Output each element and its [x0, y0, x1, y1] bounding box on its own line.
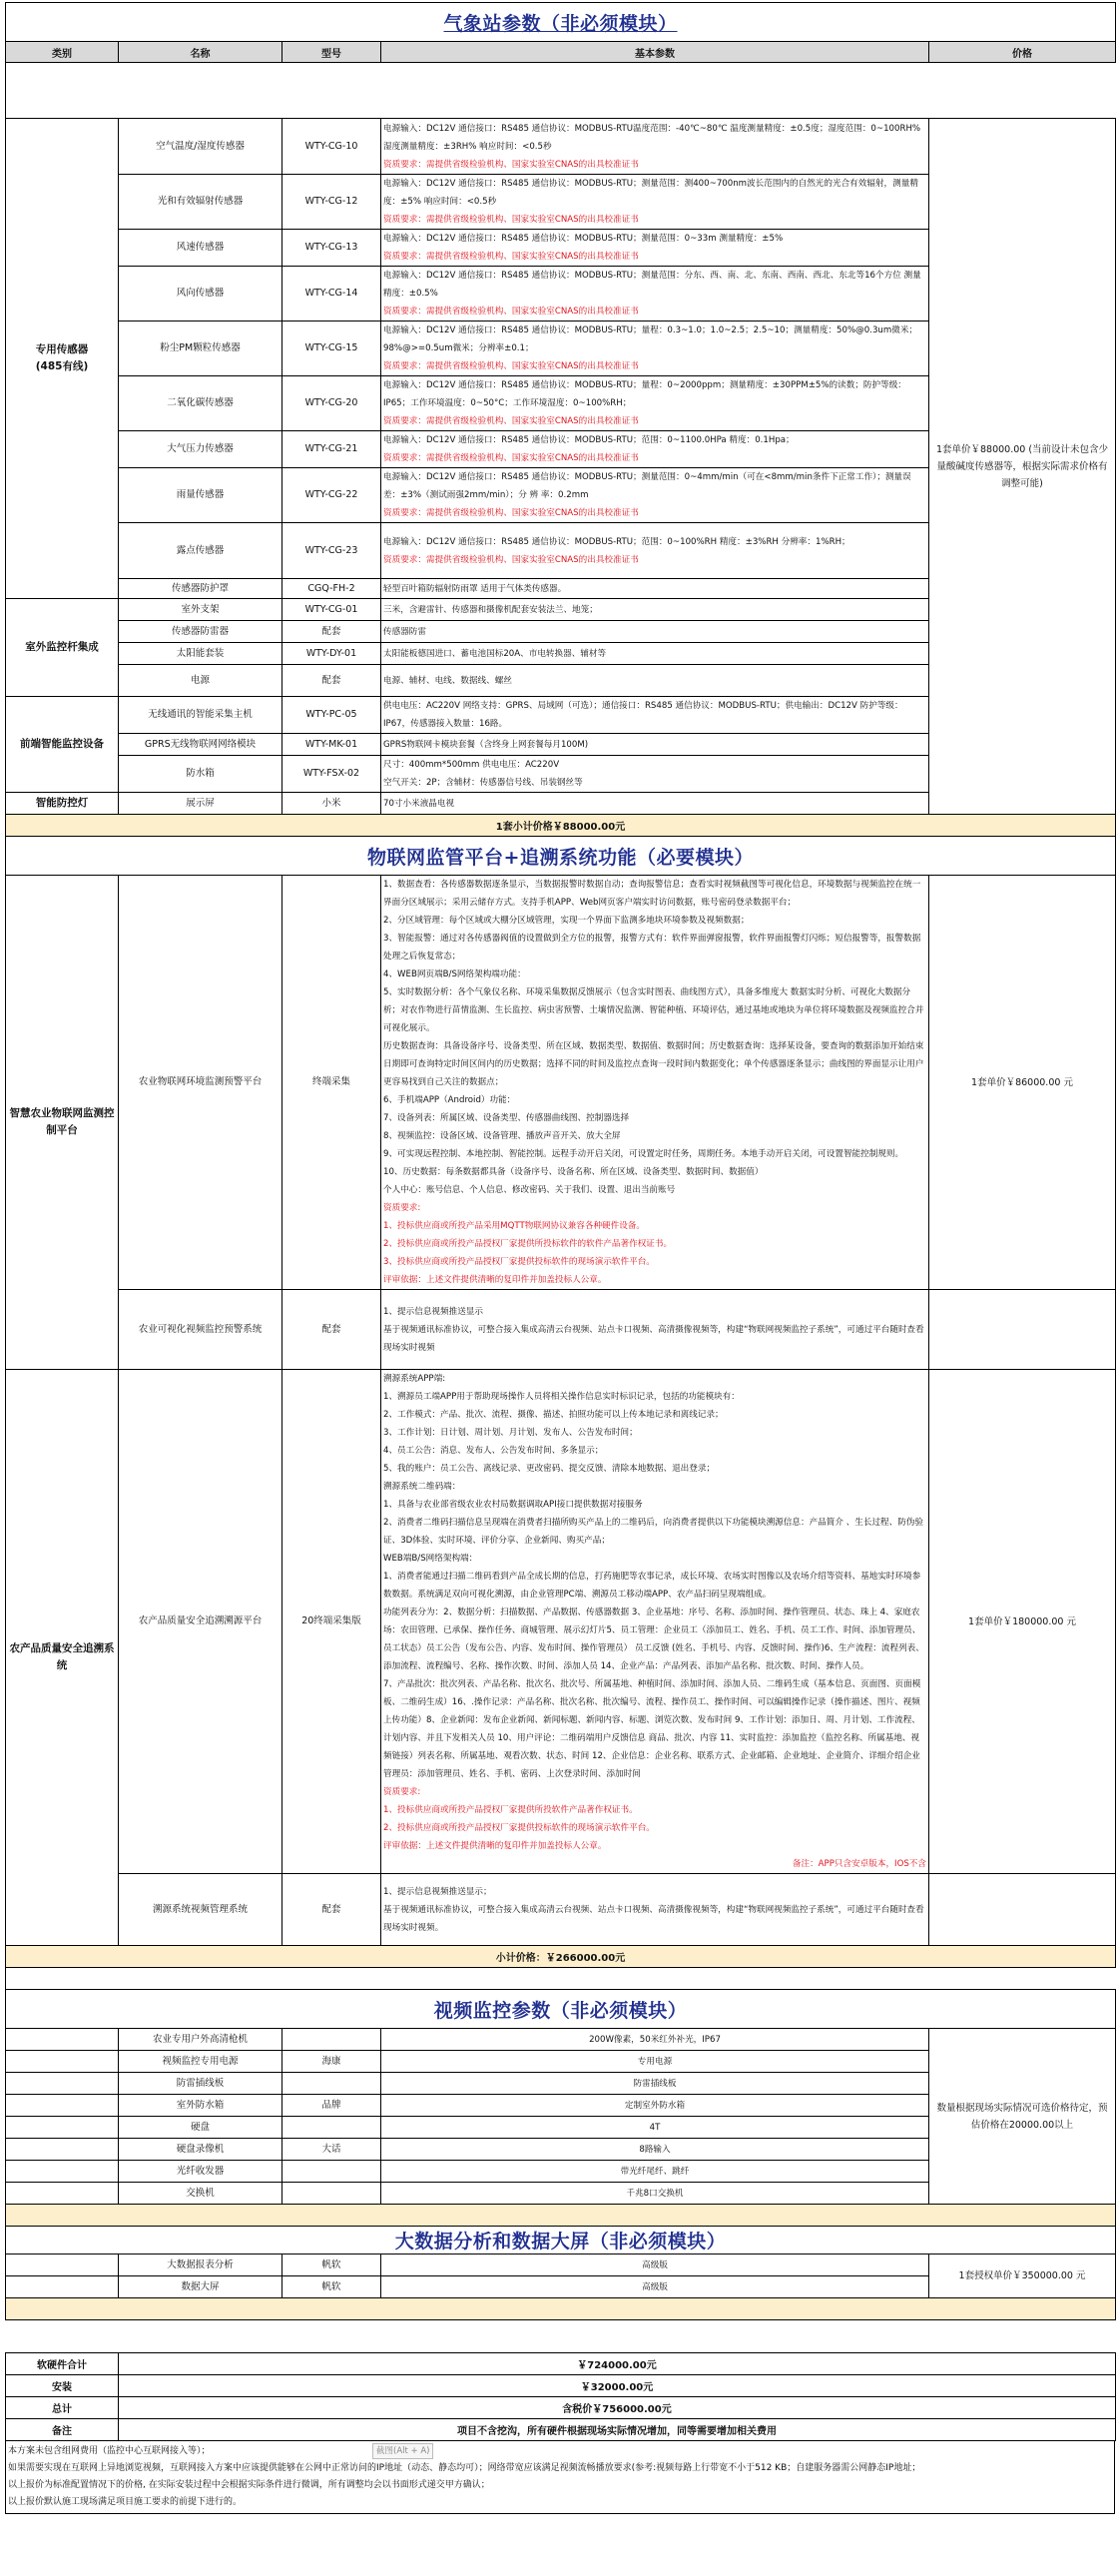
bigdata-price: 1套授权单价￥350000.00 元 — [929, 2254, 1116, 2298]
summary-value: ￥724000.00元 — [119, 2353, 1116, 2375]
empty-cell — [6, 2073, 119, 2095]
item-params: 电源输入：DC12V 通信接口：RS485 通信协议：MODBUS-RTU；范围：0~100%RH 精度：±3%RH 分辨率：1%RH； 资质要求：需提供省级检验机构、国家实验室CNAS的出具校准证书 — [381, 523, 929, 579]
empty-cell — [6, 2183, 119, 2205]
item-spec: 带光纤尾纤、跳纤 — [381, 2161, 929, 2183]
item-model: WTY-MK-01 — [282, 734, 381, 756]
item-name: 数据大屏 — [119, 2276, 282, 2298]
section-title-weather — [6, 3, 1116, 42]
item-spec: 高级版 — [381, 2276, 929, 2298]
item-model: WTY-DY-01 — [282, 643, 381, 665]
video-subtotal-empty — [6, 2205, 1116, 2227]
item-brand — [282, 2161, 381, 2183]
summary-label: 总计 — [6, 2397, 119, 2419]
weather-subtotal: 1套小计价格￥88000.00元 — [6, 815, 1116, 837]
item-name: GPRS无线物联网网络模块 — [119, 734, 282, 756]
item-spec: 200W像素，50米红外补光，IP67 — [381, 2029, 929, 2051]
review-basis: 评审依据：上述文件提供清晰的复印件并加盖投标人公章。 — [383, 1841, 607, 1851]
item-brand — [282, 2029, 381, 2051]
table-row — [6, 2254, 1116, 2276]
empty-cell — [6, 2117, 119, 2139]
summary-value: 含税价￥756000.00元 — [119, 2397, 1116, 2419]
item-name: 传感器防护罩 — [119, 579, 282, 599]
item-name: 展示屏 — [119, 793, 282, 815]
qualification-note: 资质要求：需提供省级检验机构、国家实验室CNAS的出具校准证书 — [383, 508, 639, 518]
item-brand: 帆软 — [282, 2254, 381, 2276]
item-brand — [282, 2073, 381, 2095]
item-name: 硬盘 — [119, 2117, 282, 2139]
weather-station-table — [5, 2, 1116, 2320]
item-name: 电源 — [119, 665, 282, 697]
empty-cell — [6, 2139, 119, 2161]
item-params: GPRS物联网卡模块套餐（含终身上网套餐每月100M) — [381, 734, 929, 756]
notes-block — [5, 2441, 1115, 2514]
item-spec: 4T — [381, 2117, 929, 2139]
item-model: WTY-CG-12 — [282, 175, 381, 230]
item-name: 无线通讯的智能采集主机 — [119, 697, 282, 734]
video-title: 视频监控参数（非必须模块） — [433, 1999, 688, 2022]
item-name: 大数据报表分析 — [119, 2254, 282, 2276]
iot-platform-price: 1套单价￥86000.00 元 — [929, 876, 1116, 1290]
item-model: CGQ-FH-2 — [282, 579, 381, 599]
item-params: 电源输入：DC12V 通信接口：RS485 通信协议：MODBUS-RTU；测量范围：测400~700nm波长范围内的自然光的光合有效辐射，测量精度：±5% 响应时间：<0.5秒 资质要求：需提供省级检验机构、国家实验室CNAS的出具校准证书 — [381, 175, 929, 230]
table-row — [6, 1370, 1116, 1874]
item-params: 太阳能板德国进口、蓄电池国标20A、市电转换器、辅材等 — [381, 643, 929, 665]
item-name: 大气压力传感器 — [119, 431, 282, 468]
app-remark: 备注：APP只含安卓版本，IOS不含 — [792, 1859, 926, 1869]
section-title-bigdata — [6, 2227, 1116, 2254]
item-model: WTY-CG-14 — [282, 267, 381, 322]
table-row — [6, 1874, 1116, 1946]
section-title-iot — [6, 837, 1116, 876]
category-iot-platform: 智慧农业物联网监测控制平台 — [6, 876, 119, 1370]
category-smart-light: 智能防控灯 — [6, 793, 119, 815]
summary-row — [6, 2419, 1116, 2441]
qualification-note: 资质要求：需提供省级检验机构、国家实验室CNAS的出具校准证书 — [383, 453, 639, 463]
bigdata-subtotal-empty — [6, 2298, 1116, 2320]
item-name: 露点传感器 — [119, 523, 282, 579]
video-price: 数量根据现场实际情况可选价格待定，预估价格在20000.00以上 — [929, 2029, 1116, 2205]
summary-value: 项目不含挖沟，所有硬件根据现场实际情况增加，同等需要增加相关费用 — [119, 2419, 1116, 2441]
empty-cell — [6, 2029, 119, 2051]
note-line: 如果需要实现在互联网上异地浏览视频，互联网接入方案中应该提供能够在公网中正常访问的IP地址（动态、静态均可）；网络带宽应该满足视频流畅播放要求(参考:视频每路上行带宽不小于512 KB；自建服务器需公网静态IP地址； — [8, 2463, 921, 2473]
item-params: 1、提示信息视频推送显示； 基于视频通讯标准协议，可整合接入集成高清云台视频、站点卡口视频、高清摄像视频等，构建“物联网视频监控子系统”，可通过平台随时查看现场实时视频。 — [381, 1874, 929, 1946]
item-model: WTY-CG-20 — [282, 376, 381, 431]
item-name: 农产品质量安全追溯溯源平台 — [119, 1370, 282, 1874]
item-model: WTY-CG-22 — [282, 468, 381, 523]
screenshot-tooltip: 截图(Alt + A) — [372, 2443, 433, 2459]
item-name: 二氧化碳传感器 — [119, 376, 282, 431]
item-model: WTY-CG-15 — [282, 322, 381, 376]
qualification-note: 资质要求：需提供省级检验机构、国家实验室CNAS的出具校准证书 — [383, 215, 639, 225]
table-row — [6, 2029, 1116, 2051]
table-row — [6, 876, 1116, 1290]
iot-subtotal: 小计价格：￥266000.00元 — [6, 1946, 1116, 1968]
item-spec: 专用电源 — [381, 2051, 929, 2073]
item-model: 小米 — [282, 793, 381, 815]
empty-cell — [6, 2276, 119, 2298]
spacer-row — [6, 1968, 1116, 1990]
item-spec: 千兆8口交换机 — [381, 2183, 929, 2205]
item-params: 1、提示信息视频推送显示 基于视频通讯标准协议，可整合接入集成高清云台视频、站点卡口视频、高清摄像视频等，构建“物联网视频监控子系统”，可通过平台随时查看现场实时视频 — [381, 1290, 929, 1370]
item-spec: 8路输入 — [381, 2139, 929, 2161]
item-brand: 海康 — [282, 2051, 381, 2073]
weather-price: 1套单价￥88000.00 (当前设计未包含少量酸碱度传感器等，根据实际需求价格有调整可能) — [929, 119, 1116, 815]
summary-label: 安装 — [6, 2375, 119, 2397]
category-outdoor-pole: 室外监控杆集成 — [6, 599, 119, 697]
qualification-note: 资质要求：需提供省级检验机构、国家实验室CNAS的出具校准证书 — [383, 361, 639, 371]
item-model: WTY-CG-21 — [282, 431, 381, 468]
empty-cell — [6, 2161, 119, 2183]
item-params: 电源输入：DC12V 通信接口：RS485 通信协议：MODBUS-RTU；测量范围：0~4mm/min（可在<8mm/min条件下正常工作）；测量误差：±3%（测试雨强2mm/min）；分 辨 率：0.2mm 资质要求：需提供省级检验机构、国家实验室CNAS的出具校准证书 — [381, 468, 929, 523]
empty-cell — [6, 2051, 119, 2073]
summary-row — [6, 2353, 1116, 2375]
item-params: 电源、辅材、电线、数据线、螺丝 — [381, 665, 929, 697]
weather-title: 气象站参数（非必须模块） — [443, 12, 678, 35]
item-name: 防水箱 — [119, 756, 282, 793]
spacer-row — [6, 63, 1116, 119]
empty-price — [929, 1290, 1116, 1370]
item-name: 农业专用户外高清枪机 — [119, 2029, 282, 2051]
item-name: 风速传感器 — [119, 230, 282, 267]
note-line: 本方案未包含组网费用（监控中心互联网接入等）； — [8, 2446, 211, 2456]
header-model: 型号 — [282, 42, 381, 63]
item-model: 20终端采集版 — [282, 1370, 381, 1874]
table-row — [6, 1290, 1116, 1370]
item-brand: 帆软 — [282, 2276, 381, 2298]
summary-label: 软硬件合计 — [6, 2353, 119, 2375]
item-name: 光纤收发器 — [119, 2161, 282, 2183]
item-name: 溯源系统视频管理系统 — [119, 1874, 282, 1946]
item-model: WTY-PC-05 — [282, 697, 381, 734]
item-name: 空气温度/湿度传感器 — [119, 119, 282, 175]
empty-cell — [6, 2254, 119, 2276]
item-model: 配套 — [282, 621, 381, 643]
item-params: 三米，含避雷针、传感器和摄像机配套安装法兰、地笼； — [381, 599, 929, 621]
item-params: 1、数据查看：各传感器数据逐条显示，当数据报警时数据自动；查询报警信息；查看实时视频截图等可视化信息，环境数据与视频监控在统一界面分区域展示；采用云储存方式。支持手机APP、Web网页客户端实时访问数据，账号密码登录数据平台； 2、分区域管理：每个区域或大棚分区域管理，实现一个界面下监测多地块环境参数及视频数据； 3、智能报警：通过对各传感器阀值的设置做到全方位的报警，报警方式有：软件界面弹窗报警，软件界面报警灯闪烁；短信报警等，报警数据处理之后恢复常态； 4、WEB网页端B/S网络架构端功能： 5、实时数据分析：各个气象仪名称、环境采集数据反馈展示（包含实时图表、曲线图方式），具备多维度大 数据实时分析、可视化大数据分析；对农作物进行苗情监测、生长监控、病虫害预警、土壤情况监测、智能种植、环境评估，通过基地或地块为单位将环境数据及视频监控合并可视化展示。 历史数据查询：具备设备序号、设备类型、所在区域、数据类型、数据值、数据时间；历史数据查询：选择某设备，要查询的数据添加开始结束日期即可查询特定时间区间内的历史数据；选择不同的时间及监控点查询一段时间内数据变化；单个传感器逐条显示；曲线图的界面显示让用户更容易找到自己关注的数据点； 6、手机端APP（Android）功能： 7、设备列表：所属区域、设备类型、传感器曲线图、控制器选择 8、视频监控：设备区域、设备管理、播放声音开关、放大全屏 9、可实现远程控制、本地控制、智能控制。远程手动开启关闭，可设置定时任务，周期任务。本地手动开启关闭，可设置智能控制规则。 10、历史数据：每条数据都具备（设备序号、设备名称、所在区域、设备类型、数据时间、数据值） 个人中心：账号信息、个人信息、修改密码、关于我们、设置、退出当前账号 资质要求: 1、投标供应商或所投产品采用MQTT物联网协议兼容各种硬件设备。 2、投标供应商或所投产品授权厂家提供所投标软件的软件产品著作权证书。 3、投标供应商或所投产品授权厂家提供投标软件的现场演示软件平台。 评审依据：上述文件提供清晰的复印件并加盖投标人公章。 — [381, 876, 929, 1290]
item-brand: 品牌 — [282, 2095, 381, 2117]
item-params: 电源输入：DC12V 通信接口：RS485 通信协议：MODBUS-RTU；测量范围：分东、西、南、北、东南、西南、西北、东北等16个方位 测量精度：±0.5% 资质要求：需提供省级检验机构、国家实验室CNAS的出具校准证书 — [381, 267, 929, 322]
item-name: 农业可视化视频监控预警系统 — [119, 1290, 282, 1370]
item-params: 电源输入：DC12V 通信接口：RS485 通信协议：MODBUS-RTU；范围：0~1100.0HPa 精度：0.1Hpa； 资质要求：需提供省级检验机构、国家实验室CNAS的出具校准证书 — [381, 431, 929, 468]
item-brand: 大话 — [282, 2139, 381, 2161]
category-front-end: 前端智能监控设备 — [6, 697, 119, 793]
summary-table — [5, 2352, 1116, 2441]
header-name: 名称 — [119, 42, 282, 63]
category-sensors: 专用传感器 (485有线) — [6, 119, 119, 599]
item-name: 传感器防雷器 — [119, 621, 282, 643]
item-brand — [282, 2117, 381, 2139]
qualification-note: 资质要求：需提供省级检验机构、国家实验室CNAS的出具校准证书 — [383, 554, 639, 565]
item-model: WTY-FSX-02 — [282, 756, 381, 793]
table-header — [6, 42, 1116, 63]
item-model: WTY-CG-13 — [282, 230, 381, 267]
summary-row — [6, 2397, 1116, 2419]
summary-label: 备注 — [6, 2419, 119, 2441]
table-row — [6, 119, 1116, 175]
item-params: 电源输入：DC12V 通信接口：RS485 通信协议：MODBUS-RTU温度范围：-40℃~80℃ 温度测量精度：±0.5度；湿度范围：0~100RH% 湿度测量精度：±3RH% 响应时间：<0.5秒 资质要求：需提供省级检验机构、国家实验室CNAS的出具校准证书 — [381, 119, 929, 175]
item-params: 轻型百叶箱防辐射防雨罩 适用于气体类传感器。 — [381, 579, 929, 599]
section-title-video — [6, 1990, 1116, 2029]
item-name: 光和有效辐射传感器 — [119, 175, 282, 230]
item-name: 农业物联网环境监测预警平台 — [119, 876, 282, 1290]
qualification-note: 资质要求：需提供省级检验机构、国家实验室CNAS的出具校准证书 — [383, 252, 639, 262]
header-params: 基本参数 — [381, 42, 929, 63]
item-params: 供电电压：AC220V 网络支持：GPRS、局域网（可选）；通信接口：RS485 通信协议：MODBUS-RTU；供电输出：DC12V 防护等级：IP67，传感器接入数量：16路。 — [381, 697, 929, 734]
item-params: 尺寸：400mm*500mm 供电电压：AC220V 空气开关：2P；含辅材：传感器信号线、吊装钢丝等 — [381, 756, 929, 793]
item-params: 电源输入：DC12V 通信接口：RS485 通信协议：MODBUS-RTU；量程：0~2000ppm；测量精度：±30PPM±5%的读数；防护等级：IP65；工作环境温度：0~50°C；工作环境湿度：0~100%RH； 资质要求：需提供省级检验机构、国家实验室CNAS的出具校准证书 — [381, 376, 929, 431]
qualification-note: 资质要求：需提供省级检验机构、国家实验室CNAS的出具校准证书 — [383, 307, 639, 317]
item-spec: 高级版 — [381, 2254, 929, 2276]
item-model: 配套 — [282, 665, 381, 697]
item-model: WTY-CG-10 — [282, 119, 381, 175]
item-name: 风向传感器 — [119, 267, 282, 322]
spacer — [5, 2320, 1115, 2352]
item-spec: 定制室外防水箱 — [381, 2095, 929, 2117]
item-name: 雨量传感器 — [119, 468, 282, 523]
item-name: 室外支架 — [119, 599, 282, 621]
item-name: 粉尘PM颗粒传感器 — [119, 322, 282, 376]
note-line: 以上报价默认施工现场满足项目施工要求的前提下进行的。 — [8, 2497, 243, 2507]
summary-row — [6, 2375, 1116, 2397]
item-params: 溯源系统APP端: 1、溯源员工端APP用于帮助现场操作人员将相关操作信息实时标识记录，包括的功能模块有： 2、工作模式：产品、批次、流程、摄像、描述、拍照功能可以上传本地记录和离线记录； 3、工作计划：日计划、周计划、月计划、发布人、公告发布时间； 4、员工公告：消息、发布人、公告发布时间、多条显示； 5、我的账户：员工公告、离线记录、更改密码、提交反馈、清除本地数据、退出登录； 溯源系统二维码端： 1、具备与农业部省级农业农村局数据调取API接口提供数据对接服务 2、消费者二维码扫描信息呈现端在消费者扫描所购买产品上的二维码后，向消费者提供以下功能模块溯源信息：产品简介 、生长过程、防伪验证、3D体验、实时环境、评价分享、企业新闻、购买产品； WEB端B/S网络架构端： 1、消费者能通过扫描二维码看到产品全成长期的信息，打药施肥等农事记录，成长环境、农场实时图像以及农场介绍等资料、基地实时环境参数数据。系统满足双向可视化溯源，由企业管理PC端、溯源员工移动端APP、农产品扫码呈现端组成。 功能列表分为：2、数据分析：扫描数据、产品数据、传感器数据 3、企业基地：序号、名称、添加时间、操作管理员、状态、珠上 4、家庭农场：农田管理、已承保、操作任务、商城管理、展示幻灯片5、员工管理：企业员工（添加员工、姓名、手机、员工工作、时间、添加管理员、员工状态）员工公告（发布公告、内容、发布时间、操作管理员） 员工反馈 (姓名、手机号、内容、反馈时间、操作)6、生产流程：流程列表、添加流程、流程编号、名称、操作次数、时间、添加人员 14、企业产品：产品列表、添加产品名称、批次数、时间、操作人员。 7、产品批次：批次列表、产品名称、批次名、批次号、所属基地、种植时间、添加时间、添加人员、二维码生成（基本信息、页面图、页面模板、二维码生成）16、.操作记录：产品名称、批次名称、批次编号、流程、操作员工、操作时间、可以编辑操作记录（操作描述、图片、视频上传功能）8、企业新闻：发布企业新闻、新闻标题、新闻内容、标题、浏览次数、发布时间 9、工作计划：添加日、周、月计划、工作流程、计划内容、并且下发相关人员 10、用户评论：二维码端用户反馈信息 商品、批次、内容 11、实时监控：添加监控（监控名称、所属基地、视频链接）列表名称、所属基地、观看次数、状态、时间 12、企业信息：企业名称、联系方式、企业邮箱、企业地址、企业简介、详细介绍企业管理员：添加管理员、姓名、手机、密码、上次登录时间、添加时间 资质要求: 1、投标供应商或所投产品授权厂家提供所投软件产品著作权证书。 2、投标供应商或所投产品授权厂家提供投标软件的现场演示软件平台。 评审依据：上述文件提供清晰的复印件并加盖投标人公章。 备注：APP只含安卓版本，IOS不含 — [381, 1370, 929, 1874]
item-model: WTY-CG-01 — [282, 599, 381, 621]
item-name: 防雷插线板 — [119, 2073, 282, 2095]
item-params: 70寸小米液晶电视 — [381, 793, 929, 815]
item-name: 硬盘录像机 — [119, 2139, 282, 2161]
item-name: 交换机 — [119, 2183, 282, 2205]
qualification-note: 资质要求：需提供省级检验机构、国家实验室CNAS的出具校准证书 — [383, 159, 639, 170]
bigdata-title: 大数据分析和数据大屏（非必须模块） — [394, 2231, 727, 2253]
item-brand — [282, 2183, 381, 2205]
category-trace-system: 农产品质量安全追溯系统 — [6, 1370, 119, 1946]
header-price: 价格 — [929, 42, 1116, 63]
item-spec: 防雷插线板 — [381, 2073, 929, 2095]
item-params: 传感器防雷 — [381, 621, 929, 643]
note-line: 以上报价为标准配置情况下的价格, 在实际安装过程中会根据实际条件进行微调，所有调整均会以书面形式递交甲方确认； — [8, 2480, 490, 2490]
item-name: 太阳能套装 — [119, 643, 282, 665]
empty-cell — [6, 2095, 119, 2117]
iot-title: 物联网监管平台+追溯系统功能（必要模块） — [367, 846, 754, 869]
quote-sheet — [5, 2, 1115, 2514]
item-model: WTY-CG-23 — [282, 523, 381, 579]
item-model: 配套 — [282, 1290, 381, 1370]
empty-price — [929, 1874, 1116, 1946]
qualification-note: 资质要求：需提供省级检验机构、国家实验室CNAS的出具校准证书 — [383, 416, 639, 426]
item-model: 配套 — [282, 1874, 381, 1946]
item-params: 电源输入：DC12V 通信接口：RS485 通信协议：MODBUS-RTU；测量范围：0~33m 测量精度：±5% 资质要求：需提供省级检验机构、国家实验室CNAS的出具校准证书 — [381, 230, 929, 267]
item-model: 终端采集 — [282, 876, 381, 1290]
item-name: 视频监控专用电源 — [119, 2051, 282, 2073]
item-name: 室外防水箱 — [119, 2095, 282, 2117]
trace-price: 1套单价￥180000.00 元 — [929, 1370, 1116, 1874]
item-params: 电源输入：DC12V 通信接口：RS485 通信协议：MODBUS-RTU；量程：0.3~1.0；1.0~2.5；2.5~10；测量精度：50%@0.3um微米；98%@>=0.5um微米；分辨率±0.1； 资质要求：需提供省级检验机构、国家实验室CNAS的出具校准证书 — [381, 322, 929, 376]
header-category: 类别 — [6, 42, 119, 63]
summary-value: ￥32000.00元 — [119, 2375, 1116, 2397]
